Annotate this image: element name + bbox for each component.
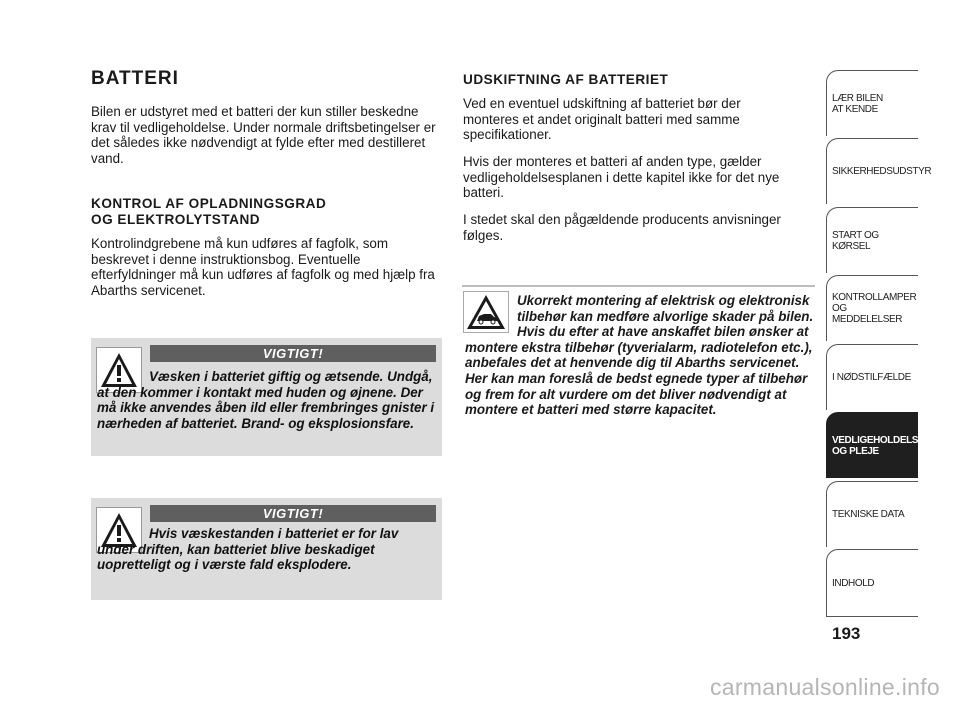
- tab-laer-bilen[interactable]: [826, 70, 918, 136]
- warning-label: VIGTIGT!: [150, 505, 436, 522]
- warning-text-1: Væsken i batteriet giftig og ætsende. Undgå, at den kommer i kontakt med huden og øjnene. Der må ikke anvendes åben ild eller frembringes gnister i nærheden af batteriet. Brand- og eksplosionsfare.: [97, 369, 435, 431]
- tab-label: I NØDSTILFÆLDE: [832, 372, 911, 383]
- tab-label: KONTROLLAMPER OG MEDDELELSER: [832, 292, 917, 325]
- watermark: carmanualsonline.info: [709, 674, 940, 700]
- tab-start-og-korsel[interactable]: [826, 207, 918, 273]
- subheading-line-1: KONTROL AF OPLADNINGSGRAD: [91, 196, 327, 211]
- warning-text-2: Hvis væskestanden i batteriet er for lav under driften, kan batteriet blive beskadiget uopretteligt og i værste fald eksplodere.: [97, 526, 399, 573]
- page-number: 193: [832, 624, 861, 643]
- tab-label: VEDLIGEHOLDELSE OG PLEJE: [832, 434, 925, 457]
- warning-box-1: [91, 338, 442, 456]
- control-paragraph: Kontrolindgrebene må kun udføres af fagfolk, som beskrevet i denne instruktionsbog. Eventuelle efterfyldninger må kun udføres af fagfolk og med hjælp fra Abarths servicenet.: [91, 236, 435, 298]
- divider: [462, 285, 815, 287]
- tab-indhold[interactable]: [826, 549, 918, 617]
- tab-label: START OG KØRSEL: [832, 229, 879, 252]
- tab-tekniske-data[interactable]: [826, 481, 918, 547]
- replace-paragraph-3: I stedet skal den pågældende producents anvisninger følges.: [463, 212, 781, 243]
- intro-paragraph: Bilen er udstyret med et batteri der kun stiller beskedne krav til vedligeholdelse. Under normale driftsbetingelser er det således ikke nødvendigt at fylde efter med destilleret vand.: [91, 104, 436, 166]
- replace-paragraph-2: Hvis der monteres et batteri af anden type, gælder vedligeholdelsesplanen i dette kapitel ikke for det nye batteri.: [463, 154, 780, 201]
- tab-label: INDHOLD: [832, 577, 875, 589]
- warning-box-2: [91, 498, 442, 600]
- tab-sikkerhedsudstyr[interactable]: [826, 138, 932, 204]
- tab-label: TEKNISKE DATA: [832, 509, 905, 520]
- replace-paragraph-1: Ved en eventuel udskiftning af batteriet bør der monteres et andet originalt batteri med samme specifikationer.: [463, 96, 741, 143]
- tab-nodstilfaelde[interactable]: [826, 344, 918, 410]
- subheading-line-2: OG ELEKTROLYTSTAND: [91, 212, 261, 227]
- tab-vedligeholdelse[interactable]: [826, 412, 925, 478]
- tab-label: SIKKERHEDSUDSTYR: [832, 166, 932, 177]
- right-section-title: UDSKIFTNING AF BATTERIET: [463, 72, 669, 87]
- section-title: BATTERI: [91, 68, 179, 89]
- note-text: Ukorrekt montering af elektrisk og elektronisk tilbehør kan medføre alvorlige skader på bilen. Hvis du efter at have anskaffet bilen ønsker at montere ekstra tilbehør (tyverialarm, radiotelefon etc.), anbefales det at henvende dig til Abarths servicenet. Her kan man foreslå de bedst egnede typer af tilbehør og frem for alt vurdere om det bliver nødvendigt at montere et batteri med større kapacitet.: [465, 293, 814, 418]
- tab-label: LÆR BILEN AT KENDE: [832, 92, 883, 115]
- tab-kontrollamper[interactable]: [826, 275, 918, 341]
- warning-label: VIGTIGT!: [150, 345, 436, 362]
